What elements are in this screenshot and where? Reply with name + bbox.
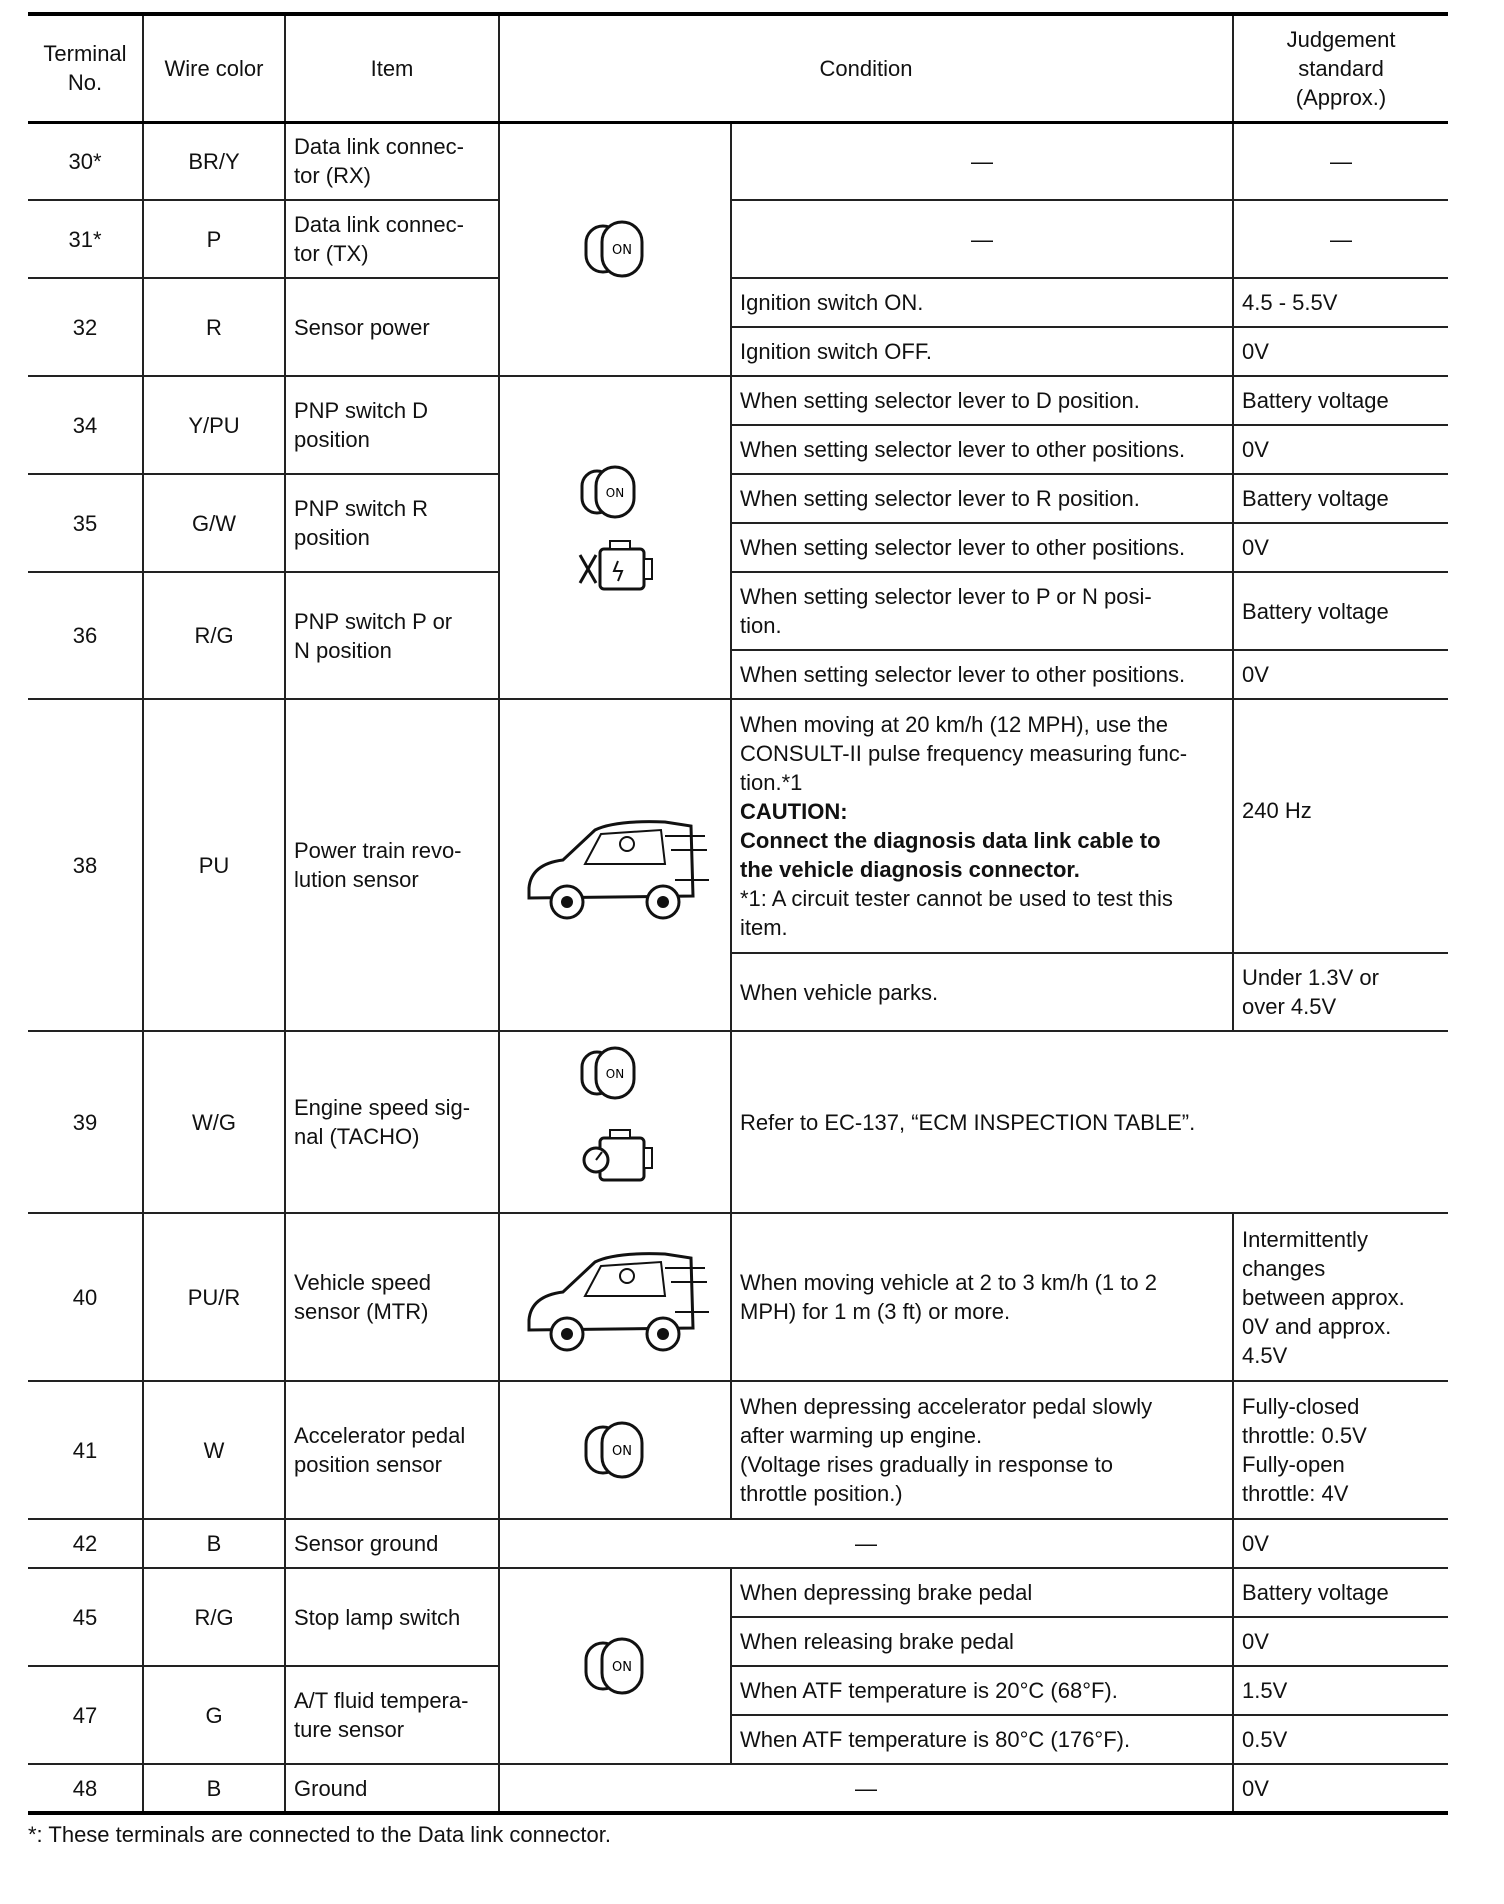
item-name: A/T fluid tempera- ture sensor — [285, 1666, 499, 1764]
wire-color: G — [143, 1666, 285, 1764]
terminal-no: 35 — [28, 474, 143, 572]
item-name: Data link connec- tor (RX) — [285, 122, 499, 200]
item-name: PNP switch R position — [285, 474, 499, 572]
item-name: PNP switch D position — [285, 376, 499, 474]
table-row — [28, 699, 1448, 953]
item-name: Sensor power — [285, 278, 499, 376]
svg-text:ON: ON — [605, 1067, 625, 1081]
wire-color: B — [143, 1519, 285, 1568]
ignition-key-on-icon — [499, 1568, 731, 1764]
item-name: Sensor ground — [285, 1519, 499, 1568]
table-row — [28, 1031, 1448, 1213]
judgement: Under 1.3V or over 4.5V — [1233, 953, 1448, 1031]
judgement: Battery voltage — [1233, 572, 1448, 650]
wire-color: Y/PU — [143, 376, 285, 474]
condition: — — [731, 122, 1233, 200]
judgement: 0V — [1233, 523, 1448, 572]
table-row — [28, 474, 1448, 523]
judgement: Battery voltage — [1233, 474, 1448, 523]
svg-text:ON: ON — [612, 1444, 632, 1459]
ignition-key-on-icon — [499, 122, 731, 376]
wire-color: W/G — [143, 1031, 285, 1213]
ignition-key-on-icon — [582, 1048, 634, 1098]
engine-tacho-icon — [584, 1130, 652, 1180]
judgement: 240 Hz — [1233, 699, 1448, 953]
condition: When releasing brake pedal — [731, 1617, 1233, 1666]
judgement: 4.5 - 5.5V — [1233, 278, 1448, 327]
ignition-key-on-icon — [582, 467, 634, 517]
vehicle-driving-icon — [499, 699, 731, 1031]
table-row — [28, 1568, 1448, 1617]
wire-color: PU/R — [143, 1213, 285, 1381]
terminal-no: 48 — [28, 1764, 143, 1813]
engine-running-icon — [580, 541, 652, 589]
judgement: 0V — [1233, 327, 1448, 376]
terminal-spec-table — [28, 12, 1448, 1815]
condition: Ignition switch OFF. — [731, 327, 1233, 376]
wire-color: W — [143, 1381, 285, 1519]
judgement: Battery voltage — [1233, 376, 1448, 425]
condition — [731, 699, 1233, 953]
judgement: 0V — [1233, 650, 1448, 699]
table-row — [28, 122, 1448, 200]
condition: When depressing brake pedal — [731, 1568, 1233, 1617]
condition: When setting selector lever to other positions. — [731, 523, 1233, 572]
caution-text: CAUTION: Connect the diagnosis data link cable to the vehicle diagnosis connector. — [740, 799, 1161, 882]
terminal-no: 47 — [28, 1666, 143, 1764]
svg-text:ON: ON — [605, 485, 625, 500]
condition-note: *1: A circuit tester cannot be used to test this item. — [740, 886, 1173, 940]
table-row — [28, 278, 1448, 327]
judgement: 0V — [1233, 1764, 1448, 1813]
wire-color: P — [143, 200, 285, 278]
item-name: PNP switch P or N position — [285, 572, 499, 699]
svg-text:ON: ON — [612, 243, 632, 259]
condition-text: When moving at 20 km/h (12 MPH), use the CONSULT-II pulse frequency measuring func- tion.*1 — [740, 712, 1188, 795]
item-name: Ground — [285, 1764, 499, 1813]
terminal-no: 42 — [28, 1519, 143, 1568]
table-row — [28, 1381, 1448, 1519]
condition: When moving vehicle at 2 to 3 km/h (1 to 2 MPH) for 1 m (3 ft) or more. — [731, 1213, 1233, 1381]
table-row — [28, 1764, 1448, 1813]
condition: Ignition switch ON. — [731, 278, 1233, 327]
terminal-no: 36 — [28, 572, 143, 699]
svg-text:ON: ON — [612, 1660, 632, 1675]
judgement: — — [1233, 200, 1448, 278]
item-name: Accelerator pedal position sensor — [285, 1381, 499, 1519]
terminal-no: 34 — [28, 376, 143, 474]
condition: — — [499, 1764, 1233, 1813]
table-row — [28, 1213, 1448, 1381]
terminal-no: 32 — [28, 278, 143, 376]
wire-color: R — [143, 278, 285, 376]
table-row — [28, 1519, 1448, 1568]
condition: When depressing accelerator pedal slowly after warming up engine. (Voltage rises gradually in response to throttle position.) — [731, 1381, 1233, 1519]
wire-color: BR/Y — [143, 122, 285, 200]
terminal-no: 30* — [28, 122, 143, 200]
footnote: *: These terminals are connected to the Data link connector. — [28, 1822, 611, 1847]
item-name: Engine speed sig- nal (TACHO) — [285, 1031, 499, 1213]
judgement: 0V — [1233, 1617, 1448, 1666]
judgement: Fully-closed throttle: 0.5V Fully-open throttle: 4V — [1233, 1381, 1448, 1519]
condition: — — [731, 200, 1233, 278]
condition: When ATF temperature is 80°C (176°F). — [731, 1715, 1233, 1764]
table-row — [28, 376, 1448, 425]
condition: Refer to EC-137, “ECM INSPECTION TABLE”. — [731, 1031, 1448, 1213]
judgement: Battery voltage — [1233, 1568, 1448, 1617]
wire-color: R/G — [143, 1568, 285, 1666]
wire-color: G/W — [143, 474, 285, 572]
ignition-key-on-icon — [499, 1381, 731, 1519]
table-row — [28, 1666, 1448, 1715]
item-name: Data link connec- tor (TX) — [285, 200, 499, 278]
terminal-no: 38 — [28, 699, 143, 1031]
judgement: 1.5V — [1233, 1666, 1448, 1715]
header-wire-color: Wire color — [143, 14, 285, 122]
judgement: 0V — [1233, 425, 1448, 474]
ignition-engine-tacho-icon-group — [499, 1031, 731, 1213]
header-row — [28, 14, 1448, 122]
judgement: 0.5V — [1233, 1715, 1448, 1764]
item-name: Stop lamp switch — [285, 1568, 499, 1666]
condition: When setting selector lever to R position. — [731, 474, 1233, 523]
condition: When setting selector lever to P or N posi- tion. — [731, 572, 1233, 650]
header-condition: Condition — [499, 14, 1233, 122]
condition: When setting selector lever to other positions. — [731, 650, 1233, 699]
wire-color: PU — [143, 699, 285, 1031]
terminal-no: 41 — [28, 1381, 143, 1519]
ignition-engine-icon-group — [499, 376, 731, 699]
header-terminal-no: Terminal No. — [28, 14, 143, 122]
item-name: Power train revo- lution sensor — [285, 699, 499, 1031]
terminal-no: 39 — [28, 1031, 143, 1213]
condition: When setting selector lever to D position. — [731, 376, 1233, 425]
condition: When ATF temperature is 20°C (68°F). — [731, 1666, 1233, 1715]
table-row — [28, 200, 1448, 278]
terminal-no: 31* — [28, 200, 143, 278]
judgement: Intermittently changes between approx. 0V and approx. 4.5V — [1233, 1213, 1448, 1381]
wire-color: R/G — [143, 572, 285, 699]
wire-color: B — [143, 1764, 285, 1813]
judgement: — — [1233, 122, 1448, 200]
item-name: Vehicle speed sensor (MTR) — [285, 1213, 499, 1381]
condition: When setting selector lever to other positions. — [731, 425, 1233, 474]
judgement: 0V — [1233, 1519, 1448, 1568]
terminal-no: 40 — [28, 1213, 143, 1381]
table-row — [28, 572, 1448, 650]
vehicle-driving-icon — [499, 1213, 731, 1381]
condition: When vehicle parks. — [731, 953, 1233, 1031]
condition: — — [499, 1519, 1233, 1568]
terminal-no: 45 — [28, 1568, 143, 1666]
header-judgement: Judgement standard (Approx.) — [1233, 14, 1448, 122]
header-item: Item — [285, 14, 499, 122]
